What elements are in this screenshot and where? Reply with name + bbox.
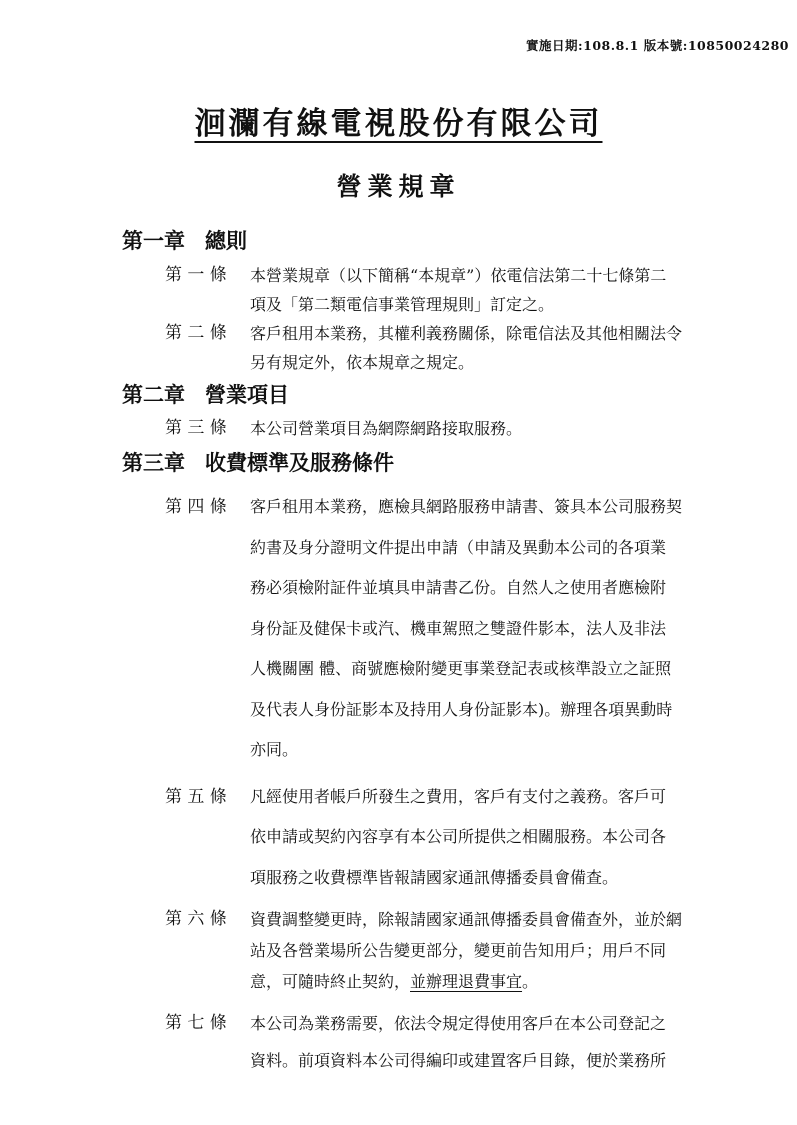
article-7 (165, 1005, 757, 1079)
chapter-title: 總則 (205, 228, 247, 253)
article-7-label: 第 七 條 (165, 1013, 227, 1033)
article-line: 客戶租用本業務，應檢具網路服務申請書、簽具本公司服務契 (250, 497, 683, 516)
article-line: 本公司營業項目為網際網路接取服務。 (250, 419, 523, 438)
chapter-heading-3 (122, 449, 757, 477)
article-line-suffix: 。 (522, 972, 539, 991)
article-line: 資費調整變更時，除報請國家通訊傳播委員會備查外，並於網 (250, 910, 683, 929)
chapter-number: 第二章 (122, 382, 185, 407)
article-2 (165, 319, 757, 377)
article-line: 本營業規章（以下簡稱“本規章”）依電信法第二十七條第二 (250, 266, 667, 285)
article-line: 凡經使用者帳戶所發生之費用，客戶有支付之義務。客戶可 (250, 786, 667, 806)
article-6-label: 第 六 條 (165, 909, 227, 929)
article-line: 務必須檢附証件並填具申請書乙份。自然人之使用者應檢附 (250, 578, 667, 597)
doc-body (0, 227, 797, 1079)
chapter-heading-1 (122, 227, 757, 255)
article-4 (165, 487, 757, 771)
article-5 (165, 777, 757, 899)
chapter-number: 第三章 (122, 450, 185, 475)
article-1-label: 第 一 條 (165, 265, 227, 285)
article-line: 依申請或契約內容享有本公司所提供之相關服務。本公司各 (250, 827, 667, 846)
article-3-label: 第 三 條 (165, 418, 227, 438)
chapter-title: 收費標準及服務條件 (205, 450, 394, 475)
article-6-text (250, 904, 757, 997)
doc-title: 洄瀾有線電視股份有限公司 (194, 106, 603, 142)
underlined-phrase: 並辦理退費事宜 (410, 972, 523, 991)
chapter-title: 營業項目 (205, 382, 289, 407)
article-6 (165, 904, 757, 997)
article-line: 項及「第二類電信事業管理規則」訂定之。 (250, 295, 555, 314)
article-line: 約書及身分證明文件提出申請（申請及異動本公司的各項業 (250, 537, 667, 557)
article-line: 身份証及健保卡或汽、機車駕照之雙證件影本，法人及非法 (250, 618, 667, 638)
article-line: 亦同。 (250, 740, 299, 759)
article-line-prefix: 意，可隨時終止契約， (250, 972, 411, 991)
chapter-number: 第一章 (122, 228, 185, 253)
article-2-label: 第 二 條 (165, 323, 227, 343)
article-7-text (250, 1005, 757, 1079)
article-4-label: 第 四 條 (165, 497, 227, 517)
article-3-text (250, 414, 757, 443)
doc-subtitle: 營業規章 (336, 172, 461, 201)
article-line: 項服務之收費標準皆報請國家通訊傳播委員會備查。 (250, 867, 619, 887)
version-header: 實施日期:108.8.1 版本號:10850024280 (526, 38, 789, 53)
article-line: 資料。前項資料本公司得編印或建置客戶目錄，便於業務所 (250, 1051, 667, 1070)
article-3 (165, 414, 757, 443)
article-2-text (250, 319, 757, 377)
article-line: 本公司為業務需要，依法令規定得使用客戶在本公司登記之 (250, 1014, 667, 1033)
article-line (250, 966, 757, 997)
article-4-text (250, 487, 757, 771)
article-1 (165, 261, 757, 319)
article-line: 及代表人身份証影本及持用人身份証影本)。辦理各項異動時 (250, 699, 673, 719)
article-1-text (250, 261, 757, 319)
article-5-label: 第 五 條 (165, 786, 227, 807)
article-line: 另有規定外，依本規章之規定。 (250, 353, 475, 372)
chapter-heading-2 (122, 381, 757, 409)
article-line: 人機關團 體、商號應檢附變更事業登記表或核準設立之証照 (250, 659, 672, 678)
article-line: 客戶租用本業務，其權利義務關係，除電信法及其他相關法令 (250, 324, 683, 343)
article-line: 站及各營業場所公告變更部分，變更前告知用戶；用戶不同 (250, 941, 667, 960)
article-5-text (250, 777, 757, 899)
